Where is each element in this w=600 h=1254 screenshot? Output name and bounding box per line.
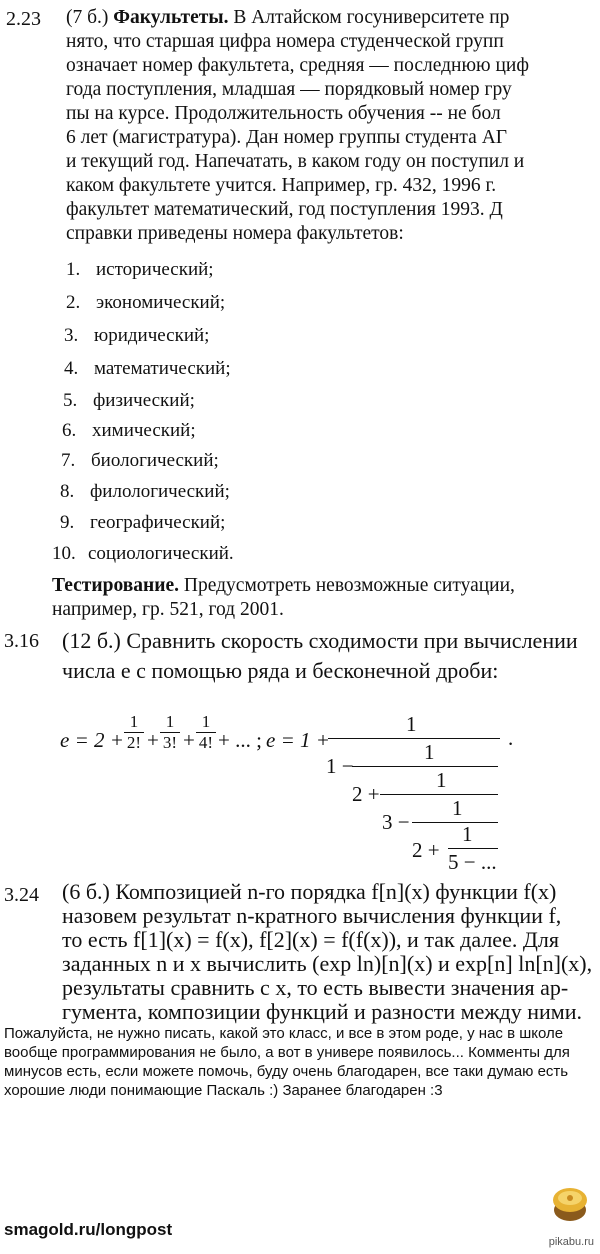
- series-term-1-num: 1: [129, 712, 139, 731]
- faculty-item: 6. химический;: [62, 420, 196, 441]
- cf-lhs: e = 1 +: [266, 728, 330, 752]
- cf-den-3: 3 −: [382, 810, 410, 834]
- cf-den-1: 1 −: [326, 754, 354, 778]
- series-plus: +: [183, 728, 195, 752]
- series-term-2: [160, 712, 180, 753]
- faculty-item: 4. математический;: [64, 358, 231, 379]
- cf-num-4: 1: [452, 796, 463, 820]
- cf-end: .: [508, 726, 514, 750]
- faculty-item: 5. физический;: [63, 390, 195, 411]
- cf-num-2: 1: [424, 740, 435, 764]
- series-term-1-den: 2!: [124, 732, 144, 753]
- cf-num-5: 1: [462, 822, 473, 846]
- problem-316-line-2: числа e с помощью ряда и бесконечной дроби:: [62, 658, 499, 683]
- cf-num-1: 1: [406, 712, 417, 736]
- problem-324-line-3: то есть f[1](x) = f(x), f[2](x) = f(f(x)), и так далее. Для: [62, 927, 559, 952]
- testing-note: [52, 574, 592, 622]
- problem-223-line-6: 6 лет (магистратура). Дан номер группы студента АГ: [66, 127, 508, 148]
- problem-223-line-7: и текущий год. Напечатать, в каком году он поступил и: [66, 151, 525, 172]
- testing-line-1: Тестирование. Предусмотреть невозможные ситуации,: [52, 575, 515, 596]
- series-term-3-num: 1: [201, 712, 211, 731]
- problem-324-line-6: гумента, композиции функций и разности между ними.: [62, 999, 582, 1024]
- testing-line-2: например, гр. 521, год 2001.: [52, 599, 284, 620]
- problem-324-text: [62, 880, 598, 1024]
- source-link[interactable]: smagold.ru/longpost: [4, 1220, 173, 1239]
- faculty-item: 9. географический;: [60, 512, 226, 533]
- series-term-2-num: 1: [165, 712, 175, 731]
- site-watermark: pikabu.ru: [548, 1236, 594, 1248]
- series-term-3-den: 4!: [196, 732, 216, 753]
- problem-324-line-1: (6 б.) Композицией n-го порядка f[n](x) функции f(x): [62, 880, 557, 904]
- series-term-3: [196, 712, 216, 753]
- cf-bar-1: [328, 738, 500, 739]
- problem-223-line-8: каком факультете учится. Например, гр. 432, 1996 г.: [66, 175, 497, 196]
- series-tail: + ... ;: [218, 728, 262, 752]
- faculty-item: 10. социологический.: [52, 543, 234, 564]
- cf-den-2: 2 +: [352, 782, 380, 806]
- series-term-1: [124, 712, 144, 753]
- faculty-item: 3. юридический;: [64, 325, 210, 346]
- problem-number-223: 2.23: [6, 8, 41, 30]
- problem-number-324: 3.24: [4, 884, 39, 906]
- problem-223-line-5: пы на курсе. Продолжительность обучения -- не бол: [66, 103, 501, 124]
- problem-223-line-9: факультет математический, год поступления 1993. Д: [66, 199, 503, 220]
- faculty-item: 2. экономический;: [66, 292, 226, 313]
- problem-324-line-2: назовем результат n-кратного вычисления функции f,: [62, 903, 562, 928]
- problem-324-line-4: заданных n и x вычислить (exp ln)[n](x) и exp[n] ln[n](x),: [62, 951, 593, 976]
- problem-223-line-2: нято, что старшая цифра номера студенческой групп: [66, 31, 504, 52]
- faculty-item: 7. биологический;: [61, 450, 219, 471]
- problem-number-316: 3.16: [4, 630, 39, 652]
- series-plus: +: [147, 728, 159, 752]
- problem-223-line-1: (7 б.) Факультеты. В Алтайском госуниверситете пр: [66, 7, 510, 28]
- post-comment-text: Пожалуйста, не нужно писать, какой это класс, и все в этом роде, у нас в школе вообще программирования не было, а вот в универе появилось... Комменты для минусов есть, если можете помочь, буду очень благодарен, все таки думаю есть хорошие люди понимающие Паскаль :) Заранее благодарен :3: [4, 1025, 570, 1099]
- problem-316-line-1: (12 б.) Сравнить скорость сходимости при вычислении: [62, 628, 578, 653]
- cf-bar-4: [412, 822, 498, 823]
- problem-223-text: [66, 6, 566, 246]
- problem-324-line-5: результаты сравнить с x, то есть вывести значения ар-: [62, 975, 569, 1000]
- cf-den-4: 2 +: [412, 838, 440, 862]
- problem-223-line-4: года поступления, младшая — порядковый номер гру: [66, 79, 512, 100]
- pikabu-mascot-icon: [548, 1180, 592, 1224]
- faculty-item: 8. филологический;: [60, 481, 230, 502]
- series-term-2-den: 3!: [160, 732, 180, 753]
- cf-bar-2: [352, 766, 498, 767]
- cf-den-5: 5 − ...: [448, 850, 497, 874]
- cf-num-3: 1: [436, 768, 447, 792]
- problem-223-line-3: означает номер факультета, средняя — последнюю циф: [66, 55, 529, 76]
- faculty-item: 1. исторический;: [66, 259, 214, 280]
- cf-bar-3: [380, 794, 498, 795]
- cf-bar-5: [448, 848, 498, 849]
- problem-316-text: [62, 626, 598, 686]
- series-lhs: e = 2 +: [60, 728, 124, 752]
- problem-223-line-10: справки приведены номера факультетов:: [66, 223, 404, 244]
